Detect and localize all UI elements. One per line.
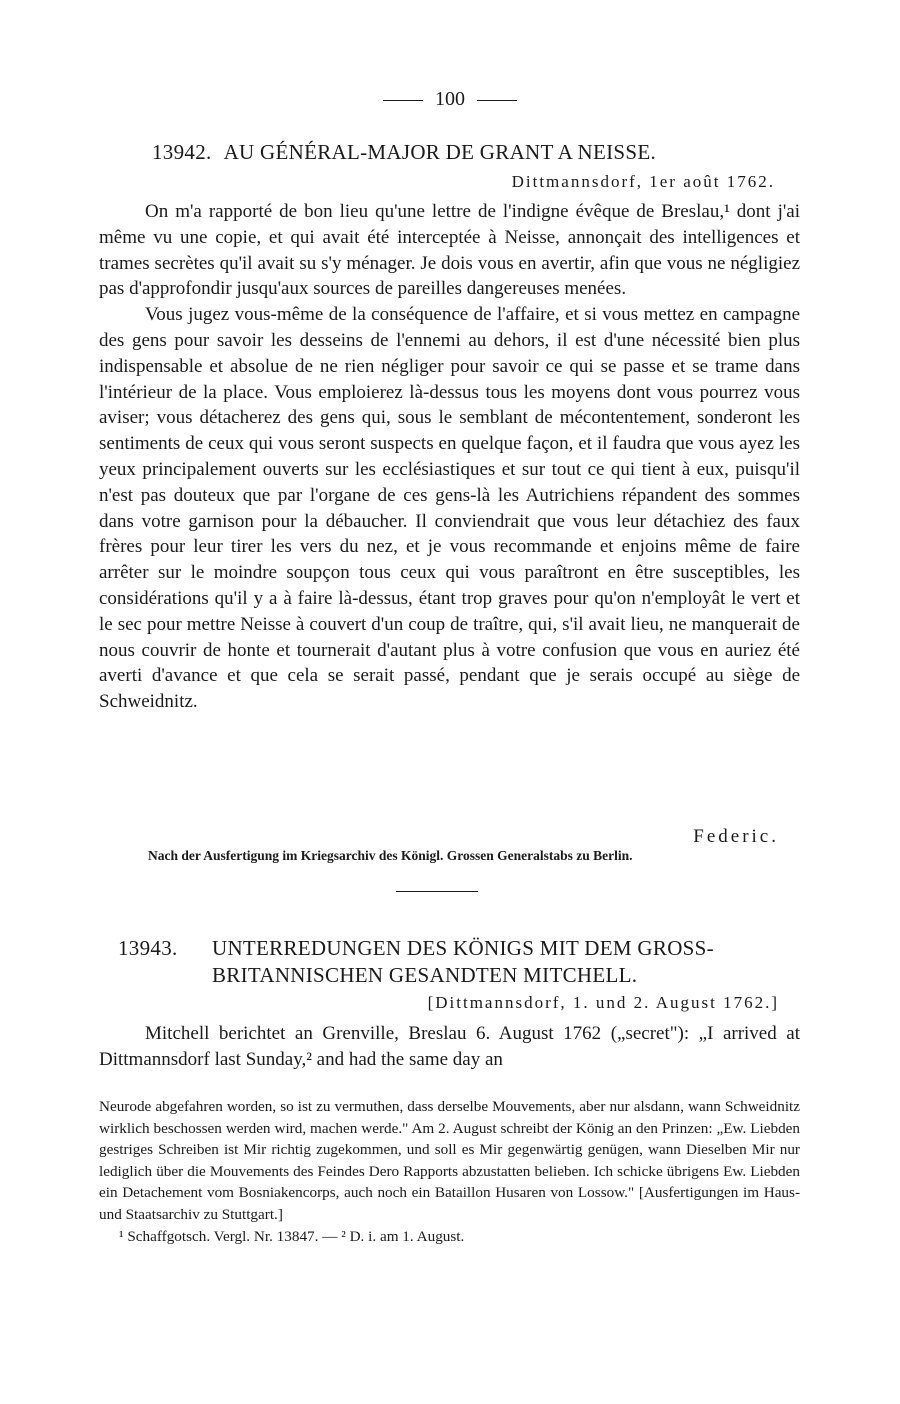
footnotes [99, 1096, 800, 1248]
letter-paragraph-1: On m'a rapporté de bon lieu qu'une lettre de l'indigne évêque de Breslau,¹ dont j'ai même vu une copie, et qui avait été interceptée à Neisse, annonçait des intelligences et trames secrètes qu'il avait su s'y ménager. Je dois vous en avertir, afin que vous ne négligiez pas d'approfondir jusqu'aux sources de pareilles dangereuses menées. [99, 201, 800, 300]
header-dash-right [477, 100, 517, 101]
header-dash-left [383, 100, 423, 101]
page-number: 100 [435, 88, 465, 110]
page-header [0, 88, 900, 111]
section-title-line-1: UNTERREDUNGEN DES KÖNIGS MIT DEM GROSS- [212, 936, 714, 960]
section-number: 13943. [118, 936, 178, 960]
section-divider [396, 891, 478, 892]
signature: Federic. [693, 826, 779, 847]
footnote-references: ¹ Schaffgotsch. Vergl. Nr. 13847. — ² D. i. am 1. August. [119, 1228, 465, 1245]
source-note: Nach der Ausfertigung im Kriegsarchiv des Königl. Grossen Generalstabs zu Berlin. [148, 848, 633, 863]
letter-paragraph-2: Vous jugez vous-même de la conséquence de l'affaire, et si vous mettez en campagne des gens pour savoir les desseins de l'ennemi au dehors, il est d'une nécessité bien plus indispensable et absolue de ne rien négliger pour savoir ce qui se passe et se trame dans l'intérieur de la place. Vous emploierez là-dessus tous les moyens dont vous pourrez vous aviser; vous détacherez des gens qui, sous le semblant de mécontentement, sonderont les sentiments de ceux qui vous seront suspects en quelque façon, et il faudra que vous ayez les yeux principalement ouverts sur les ecclésiastiques et sur tout ce qui tient à eux, puisqu'il n'est pas douteux que par l'organe de ces gens-là les Autrichiens répandent des sommes dans votre garnison pour la débaucher. Il conviendrait que vous leur détachiez des faux frères pour leur tirer les vers du nez, et je vous recommande et enjoins même de faire arrêter sur le moindre soupçon tous ceux qui vous paraîtront en être susceptibles, les considérations qu'il y a à faire là-dessus, étant trop graves pour qu'on n'employât le vert et le sec pour mettre Neisse à couvert d'un coup de traître, qui, s'il avait lieu, ne manquerait de nous couvrir de honte et tournerait d'autant plus à votre confusion que vous en auriez été averti d'avance et que cela se serait passé, pendant que je serais occupé au siège de Schweidnitz. [99, 304, 800, 713]
section-paragraph: Mitchell berichtet an Grenville, Breslau 6. August 1762 („secret"): „I arrived at Dittmannsdorf last Sunday,² and had the same day an [99, 1023, 800, 1070]
section-body [99, 1021, 800, 1073]
footnote-continued: Neurode abgefahren worden, so ist zu vermuthen, dass derselbe Mouvements, aber nur alsdann, wann Schweidnitz wirklich beschossen werden wird, machen werde." Am 2. August schreibt der König an den Prinzen: „Ew. Liebden gestriges Schreiben ist Mir richtig zugekommen, und soll es Mir gegenwärtig genügen, wann Dieselben Mir nur lediglich über die Mouvements des Feindes Dero Rapports abzustatten belieben. Ich schicke übrigens Ew. Liebden ein Detachement vom Bosniakencorps, auch noch ein Bataillon Husaren von Lossow." [Ausfertigungen im Haus- und Staatsarchiv zu Stuttgart.] [99, 1098, 800, 1223]
letter-heading [152, 139, 802, 166]
section-heading [118, 935, 808, 989]
section-dateline: [Dittmannsdorf, 1. und 2. August 1762.] [427, 993, 779, 1012]
letter-title: AU GÉNÉRAL-MAJOR DE GRANT A NEISSE. [223, 140, 657, 164]
letter-dateline: Dittmannsdorf, 1er août 1762. [511, 172, 775, 191]
section-title-line-2: BRITANNISCHEN GESANDTEN MITCHELL. [212, 963, 638, 987]
letter-body [99, 199, 800, 715]
letter-number: 13942. [152, 140, 212, 164]
